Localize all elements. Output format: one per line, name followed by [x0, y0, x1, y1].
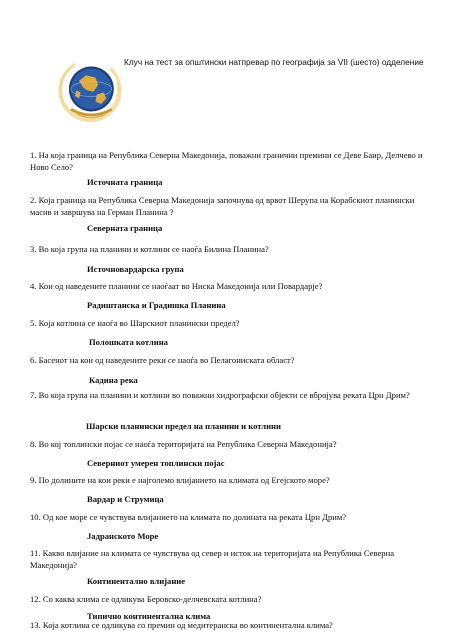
question-6: 6. Басенот на кои од наведените реки се наоѓа во Пелагониската област?	[30, 355, 295, 365]
question-4: 4. Кои од наведените планини се наоѓаат во Ниска Македонија или Повардарје?	[30, 281, 323, 291]
question-11: 11. Какво влијание на климата се чувствува од север и исток на територијата на Република Северна Македонија?	[30, 548, 395, 570]
question-5: 5. Која котлина се наоѓа во Шарскиот планински предел?	[30, 318, 240, 328]
question-1: 1. На која граница на Република Северна Македонија, поважни гранични премини се Деве Баир, Делчево и Ново Село?	[30, 150, 423, 172]
question-10: 10. Од кое море се чувствува влијанието на климата по долината на реката Црн Дрим?	[30, 512, 347, 522]
answer-2: Северната граница	[87, 223, 163, 233]
answer-4: Радиштанска и Градишка Планина	[87, 300, 226, 310]
answer-6: Кадина река	[89, 375, 138, 385]
answer-3: Источновардарска група	[87, 264, 184, 274]
answer-7: Шарски планински предел на планини и котлини	[86, 421, 281, 431]
question-9: 9. По долините на кои реки е најголемо влијанието на климата од Егејското море?	[30, 475, 330, 485]
answer-10: Јадранското Море	[87, 531, 159, 541]
question-2: 2. Која граница на Република Северна Македонија започнува од врвот Шерупа на Корабскиот планински масив и завршува на Герман Планина ?	[30, 195, 415, 217]
question-7: 7. Во која група на планини и котлини во поважни хидрографски објекти се вбројува реката Црн Дрим?	[30, 390, 410, 400]
answer-9: Вардар и Струмица	[87, 494, 164, 504]
answer-8: Северниот умерен топлински појас	[87, 458, 225, 468]
question-3: 3. Во која група на планини и котлини се наоѓа Билина Планина?	[30, 244, 269, 254]
logo-emblem	[56, 55, 124, 123]
question-8: 8. Во кој топлински појас се наоѓа територијата на Република Северна Македонија?	[30, 439, 337, 449]
answer-12: Типично континентална клима	[87, 611, 211, 621]
answer-11: Континентално влијание	[87, 576, 186, 586]
question-12: 12. Со каква клима се одликува Беровско-делчевската котлина?	[30, 594, 262, 604]
question-13: 13. Која котлина се одликува со премин од медитеранска во континентална клима?	[30, 620, 333, 630]
answer-5: Полошката котлина	[89, 337, 168, 347]
page-title: Клуч на тест за општински натпревар по географија за VII (шесто) одделение	[124, 57, 424, 67]
answer-1: Источната граница	[87, 177, 163, 187]
